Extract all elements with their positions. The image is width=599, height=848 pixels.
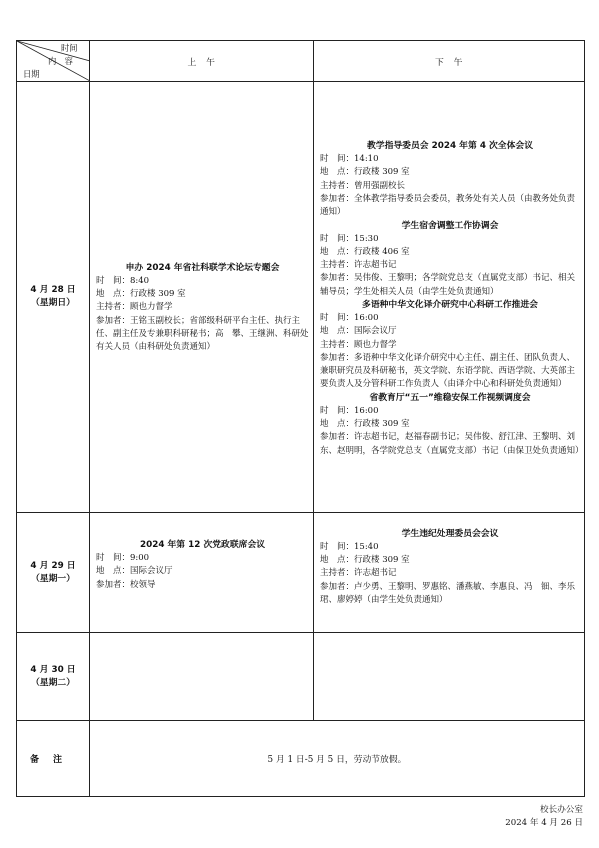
- weekday-label: （星期二）: [31, 677, 75, 688]
- morning-cell: [90, 633, 314, 721]
- meeting-participants: 参加者：卢少勇、王黎明、罗惠铭、潘燕敏、李惠良、冯 钿、李乐珺、廖婷婷（由学生处负责通知）: [320, 581, 576, 605]
- meeting-time: 时 间：14:10: [320, 154, 379, 165]
- meeting-host: 主持者：许志超书记: [320, 260, 397, 271]
- morning-cell: [90, 513, 314, 633]
- afternoon-cell: [314, 513, 585, 633]
- day-row: [17, 82, 585, 513]
- date-label: 4 月 29 日: [30, 560, 76, 571]
- meeting-time: 时 间：15:30: [320, 233, 379, 244]
- meeting-time: 时 间：9:00: [96, 553, 150, 564]
- meeting-place: 地 点：行政楼 406 室: [320, 246, 410, 257]
- corner-date-label: 日期: [23, 69, 40, 79]
- date-cell: [17, 513, 90, 633]
- meeting-participants: 参加者：吴伟俊、王黎明；各学院党总支（直属党支部）书记、相关辅导员；学生处相关人员（由学生处负责通知）: [320, 273, 576, 297]
- meeting-participants: 参加者：王铭玉副校长；省部级科研平台主任、执行主任、副主任及专兼职科研秘书；高 攀、王继洲、科研处有关人员（由科研处负责通知）: [96, 315, 309, 353]
- weekday-label: （星期一）: [31, 573, 75, 584]
- note-row: [17, 721, 585, 797]
- meeting-block: [320, 299, 580, 392]
- meeting-time: 时 间：8:40: [96, 275, 150, 286]
- date-label: 4 月 30 日: [30, 664, 76, 675]
- header-row: [17, 41, 585, 82]
- footer: [505, 804, 583, 830]
- afternoon-header: 下 午: [314, 41, 585, 82]
- meeting-place: 地 点：行政楼 309 室: [320, 419, 410, 430]
- meeting-title: 2024 年第 12 次党政联席会议: [139, 540, 266, 551]
- meeting-host: 主持者：曾用强副校长: [320, 180, 406, 191]
- morning-header: 上 午: [90, 41, 314, 82]
- meeting-block: [96, 539, 309, 592]
- corner-content-label: 内 容: [48, 56, 73, 66]
- meeting-title: 教学指导委员会 2024 年第 4 次全体会议: [366, 141, 533, 152]
- schedule-sheet: [16, 40, 584, 797]
- meeting-participants: 参加者：校领导: [96, 579, 156, 590]
- meeting-block: [96, 262, 309, 355]
- meeting-host: 主持者：许志超书记: [320, 568, 397, 579]
- meeting-title: 多语种中华文化译介研究中心科研工作推进会: [362, 300, 538, 310]
- day-row: [17, 633, 585, 721]
- weekday-label: （星期日）: [31, 298, 75, 308]
- meeting-host: 主持者：顾也力督学: [320, 339, 397, 350]
- schedule-table: [16, 40, 585, 797]
- meeting-title: 省教育厅“五一”维稳安保工作视频调度会: [369, 392, 531, 403]
- meeting-time: 时 间：15:40: [320, 541, 379, 552]
- meeting-block: [320, 140, 580, 219]
- note-label: 备注: [17, 721, 90, 797]
- day-row: [17, 513, 585, 633]
- note-text: 5 月 1 日-5 月 5 日，劳动节放假。: [90, 721, 585, 797]
- date-cell: [17, 633, 90, 721]
- meeting-block: [320, 220, 580, 299]
- meeting-title: 学生宿舍调整工作协调会: [401, 220, 499, 231]
- corner-time-label: 时间: [61, 43, 78, 53]
- meeting-place: 地 点：国际会议厅: [320, 326, 397, 337]
- meeting-place: 地 点：行政楼 309 室: [320, 555, 410, 566]
- footer-date: 2024 年 4 月 26 日: [505, 818, 583, 828]
- date-cell: [17, 82, 90, 513]
- meeting-time: 时 间：16:00: [320, 405, 379, 416]
- afternoon-cell: [314, 82, 585, 513]
- date-label: 4 月 28 日: [30, 285, 76, 295]
- meeting-host: 主持者：顾也力督学: [96, 302, 173, 313]
- meeting-title: 申办 2024 年省社科联学术论坛专题会: [125, 262, 280, 273]
- corner-cell: [17, 41, 90, 82]
- meeting-place: 地 点：行政楼 309 室: [320, 167, 410, 178]
- meeting-place: 地 点：国际会议厅: [96, 566, 173, 577]
- afternoon-cell: [314, 633, 585, 721]
- meeting-block: [320, 528, 580, 607]
- meeting-time: 时 间：16:00: [320, 313, 379, 323]
- meeting-block: [320, 392, 584, 458]
- meeting-title: 学生违纪处理委员会会议: [401, 528, 499, 539]
- meeting-participants: 参加者：许志超书记，赵福春副书记；吴伟俊、舒江津、王黎明、刘 东、赵明明，各学院党总支（直属党支部）书记（由保卫处负责通知）: [320, 432, 584, 456]
- meeting-participants: 参加者：多语种中华文化译介研究中心主任、副主任、团队负责人、兼职研究员及科研秘书，英文学院、东语学院、西语学院、大英部主要负责人及分管科研工作负责人（由译介中心和科研处负责通知）: [320, 352, 576, 390]
- footer-office: 校长办公室: [540, 805, 583, 815]
- meeting-place: 地 点：行政楼 309 室: [96, 288, 186, 299]
- morning-cell: [90, 82, 314, 513]
- meeting-participants: 参加者：全体教学指导委员会委员，教务处有关人员（由教务处负责通知）: [320, 193, 576, 218]
